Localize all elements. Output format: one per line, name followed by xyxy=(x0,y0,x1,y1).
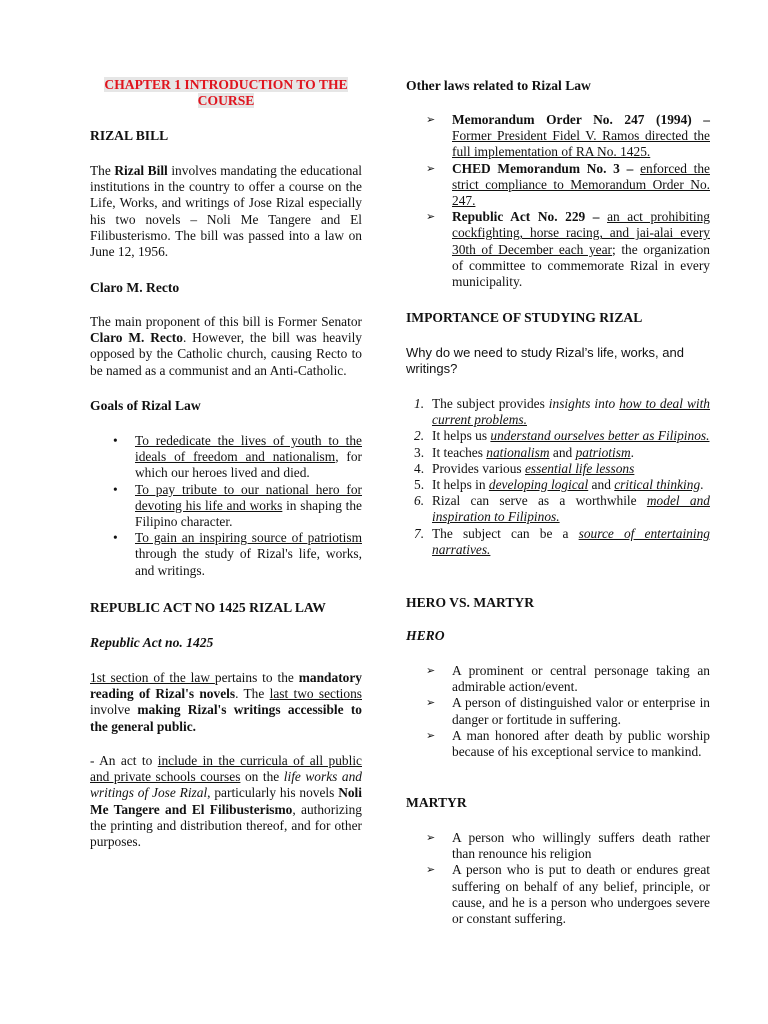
importance-item: 2. It helps us understand ourselves better as Filipinos. xyxy=(414,428,710,444)
arrow-bullet-icon: ➢ xyxy=(426,832,436,844)
hero-item: ➢ A person of distinguished valor or enterprise in danger or fortitude in suffering. xyxy=(426,695,710,727)
arrow-bullet-icon: ➢ xyxy=(426,697,436,710)
hero-list xyxy=(406,663,710,760)
importance-question: Why do we need to study Rizal’s life, works, and writings? xyxy=(406,345,684,377)
item-number: 5. xyxy=(414,477,425,493)
martyr-list xyxy=(406,830,710,927)
other-law-item: ➢ Republic Act No. 229 – an act prohibiting cockfighting, horse racing, and jai-alai every 30th of December each year; the organization of committee to commemorate Rizal in every municipality. xyxy=(426,209,710,290)
arrow-bullet-icon: ➢ xyxy=(426,211,436,224)
importance-heading: IMPORTANCE OF STUDYING RIZAL xyxy=(406,310,643,325)
other-laws-list xyxy=(406,112,710,290)
hero-item: ➢ A man honored after death by public worship because of his exceptional service to mankind. xyxy=(426,727,710,760)
importance-item: 6. Rizal can serve as a worthwhile model and inspiration to Filipinos. xyxy=(414,493,710,525)
goal-item: • To rededicate the lives of youth to the ideals of freedom and nationalism, for which our heroes lived and died. xyxy=(90,433,362,482)
importance-item: 4. Provides various essential life lessons xyxy=(414,460,635,476)
republic-act-paragraph-1: 1st section of the law pertains to the mandatory reading of Rizal's novels. The last two sections involve making Rizal's writings accessible to the general public. xyxy=(90,670,362,734)
rizal-bill-paragraph: The Rizal Bill involves mandating the educational institutions in the country to offer a course on the Life, Works, and writings of Jose Rizal especially his two novels – Noli Me Tangere and El Filibusterismo. The bill was passed into a law on June 12, 1956. xyxy=(90,163,362,260)
hero-item: ➢ A prominent or central personage taking an admirable action/event. xyxy=(426,663,710,695)
republic-act-paragraph-2: - An act to include in the curricula of all public and private schools courses on the life works and writings of Jose Rizal, particularly his novels Noli Me Tangere and El Filibusterismo, authorizing the printing and distribution thereof, and for other purposes. xyxy=(90,753,362,850)
item-number: 3. xyxy=(414,444,425,460)
importance-list xyxy=(406,396,710,558)
goal-item: • To gain an inspiring source of patriotism through the study of Rizal's life, works, and writings. xyxy=(90,530,362,579)
arrow-bullet-icon: ➢ xyxy=(426,162,436,175)
item-number: 4. xyxy=(414,460,425,476)
item-number: 2. xyxy=(414,428,425,444)
importance-item: 5. It helps in developing logical and critical thinking. xyxy=(414,477,704,493)
arrow-bullet-icon: ➢ xyxy=(426,729,436,742)
arrow-bullet-icon: ➢ xyxy=(426,864,436,877)
republic-act-heading: REPUBLIC ACT NO 1425 RIZAL LAW xyxy=(90,600,326,615)
hero-heading: HERO xyxy=(406,628,445,643)
hero-vs-martyr-heading: HERO VS. MARTYR xyxy=(406,595,535,610)
martyr-heading: MARTYR xyxy=(406,795,467,810)
other-law-item: ➢ Memorandum Order No. 247 (1994) – Former President Fidel V. Ramos directed the full implementation of RA No. 1425. xyxy=(426,112,710,160)
item-number: 1. xyxy=(414,396,425,411)
importance-item: 1. The subject provides insights into how to deal with current problems. xyxy=(414,396,711,428)
item-number: 7. xyxy=(414,525,425,541)
importance-item: 3. It teaches nationalism and patriotism. xyxy=(414,444,634,460)
arrow-bullet-icon: ➢ xyxy=(426,114,436,126)
republic-act-subheading: Republic Act no. 1425 xyxy=(90,635,214,650)
goal-item: • To pay tribute to our national hero for devoting his life and works in shaping the Filipino character. xyxy=(90,482,362,531)
importance-item: 7. The subject can be a source of entertaining narratives. xyxy=(414,525,710,557)
claro-recto-heading: Claro M. Recto xyxy=(90,280,180,295)
martyr-item: ➢ A person who willingly suffers death rather than renounce his religion xyxy=(426,830,710,862)
goals-heading: Goals of Rizal Law xyxy=(90,398,201,413)
goals-list xyxy=(90,433,362,579)
other-laws-heading: Other laws related to Rizal Law xyxy=(406,78,591,93)
arrow-bullet-icon: ➢ xyxy=(426,665,436,677)
chapter-title: CHAPTER 1 INTRODUCTION TO THE COURSE xyxy=(104,77,348,108)
other-law-item: ➢ CHED Memorandum No. 3 – enforced the strict compliance to Memorandum Order No. 247. xyxy=(426,160,710,209)
rizal-bill-heading: RIZAL BILL xyxy=(90,128,169,143)
item-number: 6. xyxy=(414,493,425,509)
claro-recto-paragraph: The main proponent of this bill is Former Senator Claro M. Recto. However, the bill was heavily opposed by the Catholic church, causing Recto to be named as a communist and an Anti-Catholic. xyxy=(90,314,362,378)
martyr-item: ➢ A person who is put to death or endures great suffering on behalf of any belief, principle, or cause, and he is a person who undergoes severe or constant suffering. xyxy=(426,862,710,927)
